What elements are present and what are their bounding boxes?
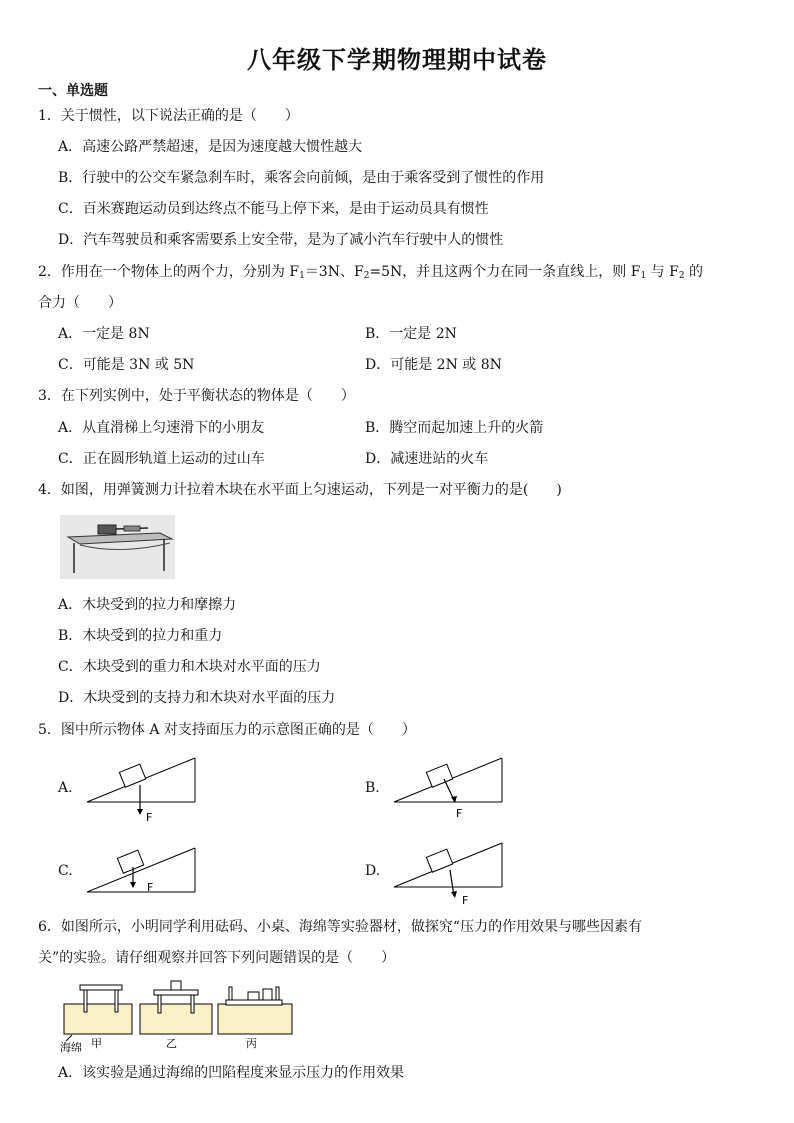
section-heading: 一、单选题	[38, 83, 108, 99]
q5-d-force-label: F	[462, 894, 469, 907]
exam-title: 八年级下学期物理期中试卷	[247, 46, 547, 74]
q2-option-c[interactable]: C．可能是 3N 或 5N	[58, 357, 195, 373]
q3-stem: 3．在下列实例中，处于平衡状态的物体是（ ）	[38, 388, 355, 404]
q2-option-a[interactable]: A．一定是 8N	[58, 326, 150, 342]
q4-option-c[interactable]: C．木块受到的重力和木块对水平面的压力	[58, 659, 321, 675]
q3-option-a[interactable]: A．从直滑梯上匀速滑下的小朋友	[58, 420, 265, 436]
q2-option-b[interactable]: B．一定是 2N	[365, 326, 457, 342]
q4-option-d[interactable]: D．木块受到的支持力和木块对水平面的压力	[58, 690, 336, 706]
q5-option-c-label[interactable]: C.	[58, 863, 73, 879]
q6-label-bing: 丙	[246, 1037, 257, 1050]
q2-option-d[interactable]: D．可能是 2N 或 8N	[365, 357, 502, 373]
q5-option-b-figure[interactable]	[392, 755, 507, 825]
q5-option-a-label[interactable]: A.	[58, 780, 73, 796]
q5-c-force-label: F	[147, 881, 154, 894]
q1-stem: 1．关于惯性，以下说法正确的是（ ）	[38, 108, 299, 124]
q3-option-b[interactable]: B．腾空而起加速上升的火箭	[365, 420, 544, 436]
q4-stem: 4．如图，用弹簧测力计拉着木块在水平面上匀速运动，下列是一对平衡力的是( )	[38, 482, 562, 498]
q5-option-b-label[interactable]: B.	[365, 780, 380, 796]
q1-option-a[interactable]: A．高速公路严禁超速，是因为速度越大惯性越大	[58, 139, 363, 155]
q3-option-c[interactable]: C．正在圆形轨道上运动的过山车	[58, 451, 265, 467]
q3-option-d[interactable]: D．减速进站的火车	[365, 451, 489, 467]
q5-b-force-label: F	[456, 807, 463, 820]
q5-stem: 5．图中所示物体 A 对支持面压力的示意图正确的是（ ）	[38, 722, 416, 738]
q4-option-a[interactable]: A．木块受到的拉力和摩擦力	[58, 597, 237, 613]
q2-stem-cont: 合力（ ）	[38, 295, 122, 311]
q1-option-c[interactable]: C．百米赛跑运动员到达终点不能马上停下来，是由于运动员具有惯性	[58, 201, 489, 217]
q6-figure-sponge-experiment	[58, 975, 298, 1057]
q4-option-b[interactable]: B．木块受到的拉力和重力	[58, 628, 223, 644]
q2-stem: 2．作用在一个物体上的两个力，分别为 $F_1=3N$、$F_2=5N$，并且这两个力在同一条直线上，则 $F_1$ 与 $F_2$ 的	[38, 264, 704, 281]
q1-option-d[interactable]: D．汽车驾驶员和乘客需要系上安全带，是为了减小汽车行驶中人的惯性	[58, 232, 504, 248]
q5-option-a-figure[interactable]	[85, 755, 200, 825]
q6-option-a[interactable]: A．该实验是通过海绵的凹陷程度来显示压力的作用效果	[58, 1065, 405, 1081]
q6-stem: 6．如图所示，小明同学利用砝码、小桌、海绵等实验器材，做探究“压力的作用效果与哪些因素有	[38, 919, 643, 935]
q6-stem-cont: 关”的实验。请仔细观察并回答下列问题错误的是（ ）	[38, 950, 396, 966]
q5-a-force-label: F	[146, 811, 153, 824]
q5-option-c-figure[interactable]	[85, 845, 200, 897]
q6-label-sponge: 海绵	[60, 1041, 82, 1054]
q5-option-d-figure[interactable]	[392, 840, 507, 908]
q6-label-jia: 甲	[91, 1037, 102, 1050]
q5-option-d-label[interactable]: D.	[365, 863, 381, 879]
q1-option-b[interactable]: B．行驶中的公交车紧急刹车时，乘客会向前倾，是由于乘客受到了惯性的作用	[58, 170, 545, 186]
q6-label-yi: 乙	[166, 1037, 177, 1050]
q4-figure-spring-scale	[60, 515, 175, 579]
